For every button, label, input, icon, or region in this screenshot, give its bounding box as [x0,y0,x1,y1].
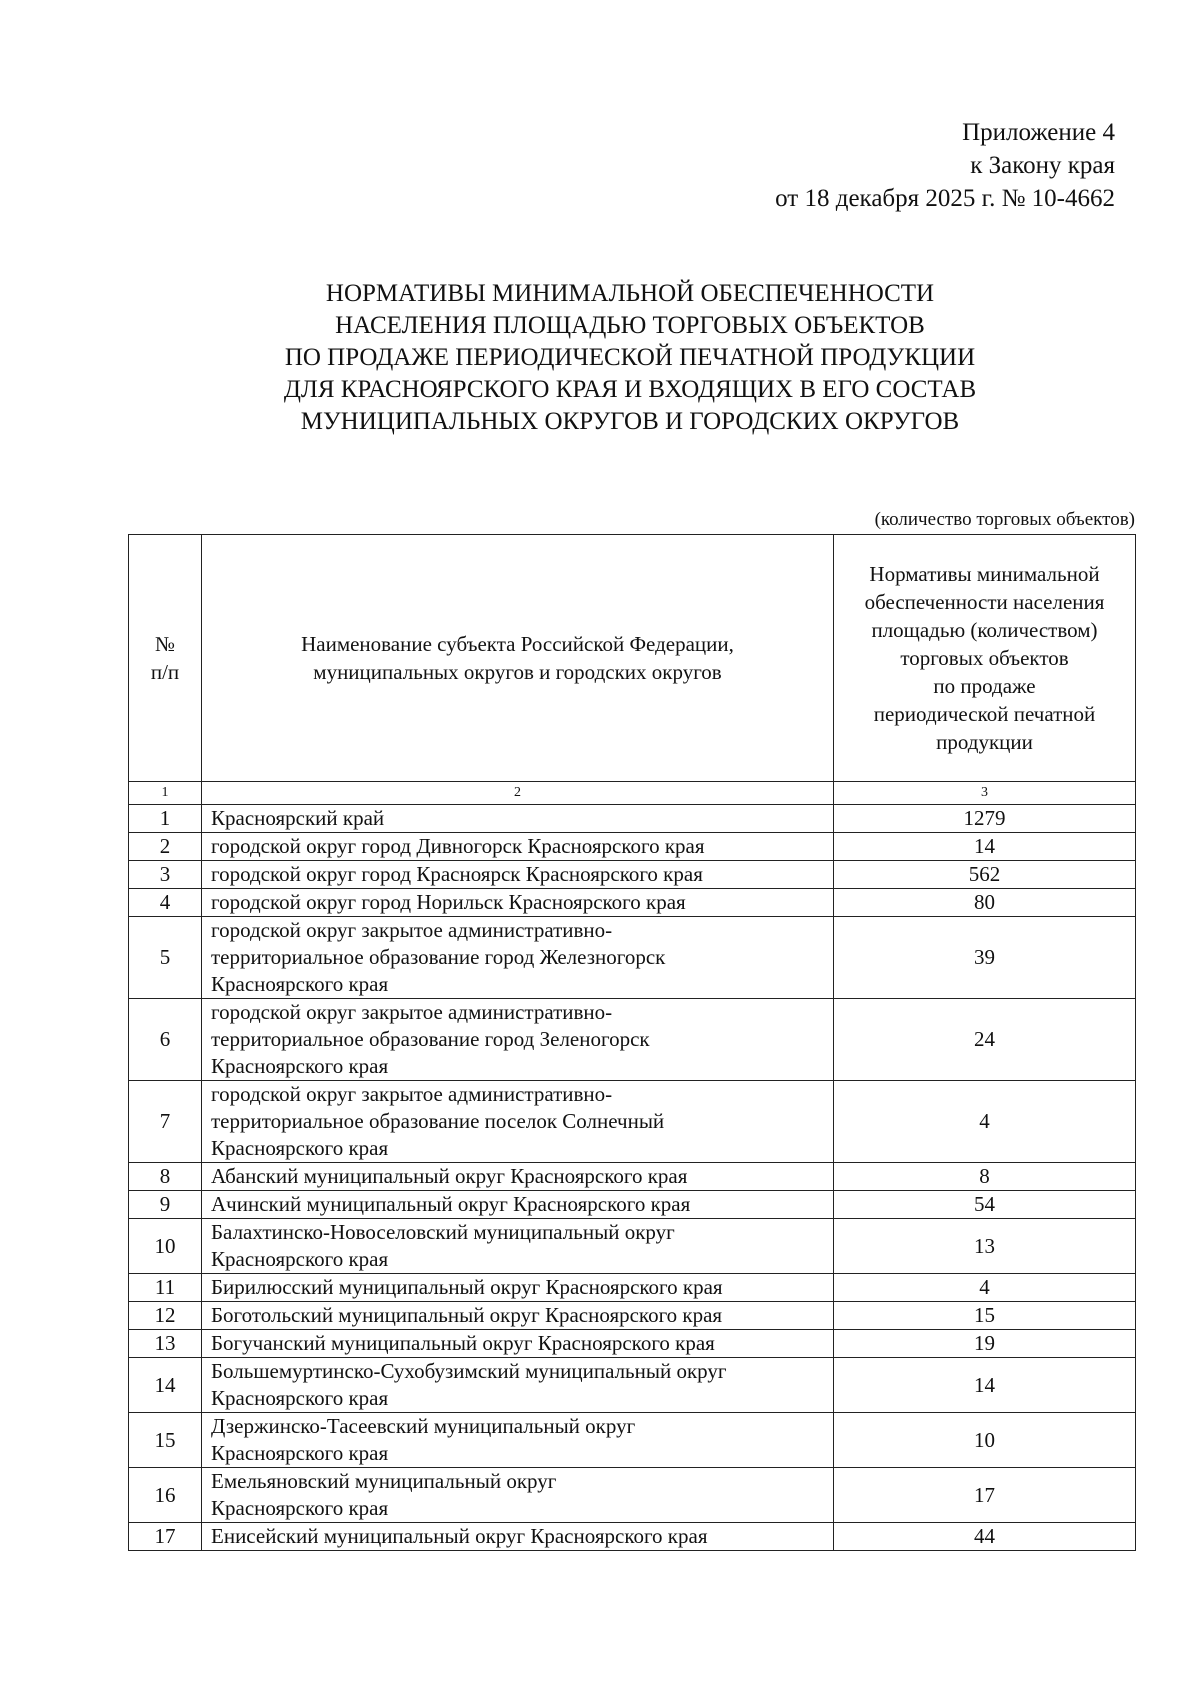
table-row [129,861,1136,889]
document-title [0,278,1200,438]
row-name: Красноярский край [202,805,834,833]
header-value [834,535,1136,782]
row-number: 1 [129,805,202,833]
title-line: ДЛЯ КРАСНОЯРСКОГО КРАЯ И ВХОДЯЩИХ В ЕГО СОСТАВ [283,376,977,403]
table-row [129,1302,1136,1330]
row-value: 80 [834,889,1136,917]
row-number: 17 [129,1523,202,1551]
title-line: МУНИЦИПАЛЬНЫХ ОКРУГОВ И ГОРОДСКИХ ОКРУГОВ [300,408,960,435]
row-name: Боготольский муниципальный округ Красноярского края [202,1302,834,1330]
norms-table [128,534,1136,1551]
column-number: 1 [129,782,202,805]
appendix-law-ref: к Закону края [970,152,1115,179]
table-row [129,1274,1136,1302]
row-name: Балахтинско-Новоселовский муниципальный округ Красноярского края [202,1219,834,1274]
row-value: 39 [834,917,1136,999]
row-name: городской округ город Красноярск Красноярского края [202,861,834,889]
unit-note: (количество торговых объектов) [874,509,1135,530]
row-name: Дзержинско-Тасеевский муниципальный округ Красноярского края [202,1413,834,1468]
row-value: 562 [834,861,1136,889]
row-name: Ачинский муниципальный округ Красноярского края [202,1191,834,1219]
table-row [129,1163,1136,1191]
row-number: 4 [129,889,202,917]
row-value: 19 [834,1330,1136,1358]
row-value: 44 [834,1523,1136,1551]
row-number: 3 [129,861,202,889]
table-row [129,833,1136,861]
table-row [129,1523,1136,1551]
row-name: городской округ закрытое административно- территориальное образование город Зеленогорск Красноярского края [202,999,834,1081]
table-row [129,1081,1136,1163]
row-value: 4 [834,1081,1136,1163]
header-number-symbol: № [154,632,176,656]
column-number: 3 [834,782,1136,805]
row-name: Бирилюсский муниципальный округ Красноярского края [202,1274,834,1302]
row-name: городской округ город Дивногорск Красноярского края [202,833,834,861]
column-number-row [129,782,1136,805]
row-number: 10 [129,1219,202,1274]
header-name-line: муниципальных округов и городских округов [313,660,722,684]
header-name [202,535,834,782]
row-number: 9 [129,1191,202,1219]
table-row [129,999,1136,1081]
header-value-line: по продаже [933,674,1036,698]
row-value: 24 [834,999,1136,1081]
row-number: 2 [129,833,202,861]
table-row [129,1468,1136,1523]
row-number: 14 [129,1358,202,1413]
row-number: 15 [129,1413,202,1468]
row-number: 13 [129,1330,202,1358]
row-name: городской округ закрытое административно- территориальное образование поселок Солнечный Красноярского края [202,1081,834,1163]
header-name-line: Наименование субъекта Российской Федерации, [301,632,734,656]
header-value-line: площадью (количеством) [871,618,1098,642]
title-line: НОРМАТИВЫ МИНИМАЛЬНОЙ ОБЕСПЕЧЕННОСТИ [325,280,935,307]
row-name: Большемуртинско-Сухобузимский муниципальный округ Красноярского края [202,1358,834,1413]
header-value-line: обеспеченности населения [864,590,1105,614]
row-value: 15 [834,1302,1136,1330]
table-body [129,782,1136,1551]
row-value: 17 [834,1468,1136,1523]
row-name: Абанский муниципальный округ Красноярского края [202,1163,834,1191]
row-name: Емельяновский муниципальный округ Красноярского края [202,1468,834,1523]
row-number: 12 [129,1302,202,1330]
row-value: 4 [834,1274,1136,1302]
table-row [129,1330,1136,1358]
title-line: ПО ПРОДАЖЕ ПЕРИОДИЧЕСКОЙ ПЕЧАТНОЙ ПРОДУКЦИИ [284,344,976,371]
appendix-number: Приложение 4 [962,119,1115,146]
header-number-abbr: п/п [150,660,180,684]
header-value-line: продукции [936,730,1033,754]
table-row [129,889,1136,917]
header-value-line: периодической печатной [873,702,1096,726]
table-row [129,1358,1136,1413]
header-value-line: Нормативы минимальной [869,562,1100,586]
row-value: 54 [834,1191,1136,1219]
header-value-line: торговых объектов [900,646,1069,670]
row-value: 14 [834,1358,1136,1413]
row-number: 6 [129,999,202,1081]
table-header-row [129,535,1136,782]
header-number [129,535,202,782]
row-name: городской округ закрытое административно- территориальное образование город Железногорск Красноярского края [202,917,834,999]
row-name: городской округ город Норильск Красноярского края [202,889,834,917]
row-number: 5 [129,917,202,999]
row-name: Енисейский муниципальный округ Красноярского края [202,1523,834,1551]
row-name: Богучанский муниципальный округ Красноярского края [202,1330,834,1358]
table-row [129,1413,1136,1468]
column-number: 2 [202,782,834,805]
appendix-reference [775,116,1115,215]
row-value: 8 [834,1163,1136,1191]
table-row [129,1191,1136,1219]
title-line: НАСЕЛЕНИЯ ПЛОЩАДЬЮ ТОРГОВЫХ ОБЪЕКТОВ [335,312,925,339]
row-value: 1279 [834,805,1136,833]
row-number: 16 [129,1468,202,1523]
row-number: 7 [129,1081,202,1163]
row-value: 10 [834,1413,1136,1468]
table-row [129,917,1136,999]
row-number: 11 [129,1274,202,1302]
row-number: 8 [129,1163,202,1191]
row-value: 14 [834,833,1136,861]
table-row [129,1219,1136,1274]
row-value: 13 [834,1219,1136,1274]
appendix-law-date: от 18 декабря 2025 г. № 10-4662 [775,185,1115,212]
table-row [129,805,1136,833]
